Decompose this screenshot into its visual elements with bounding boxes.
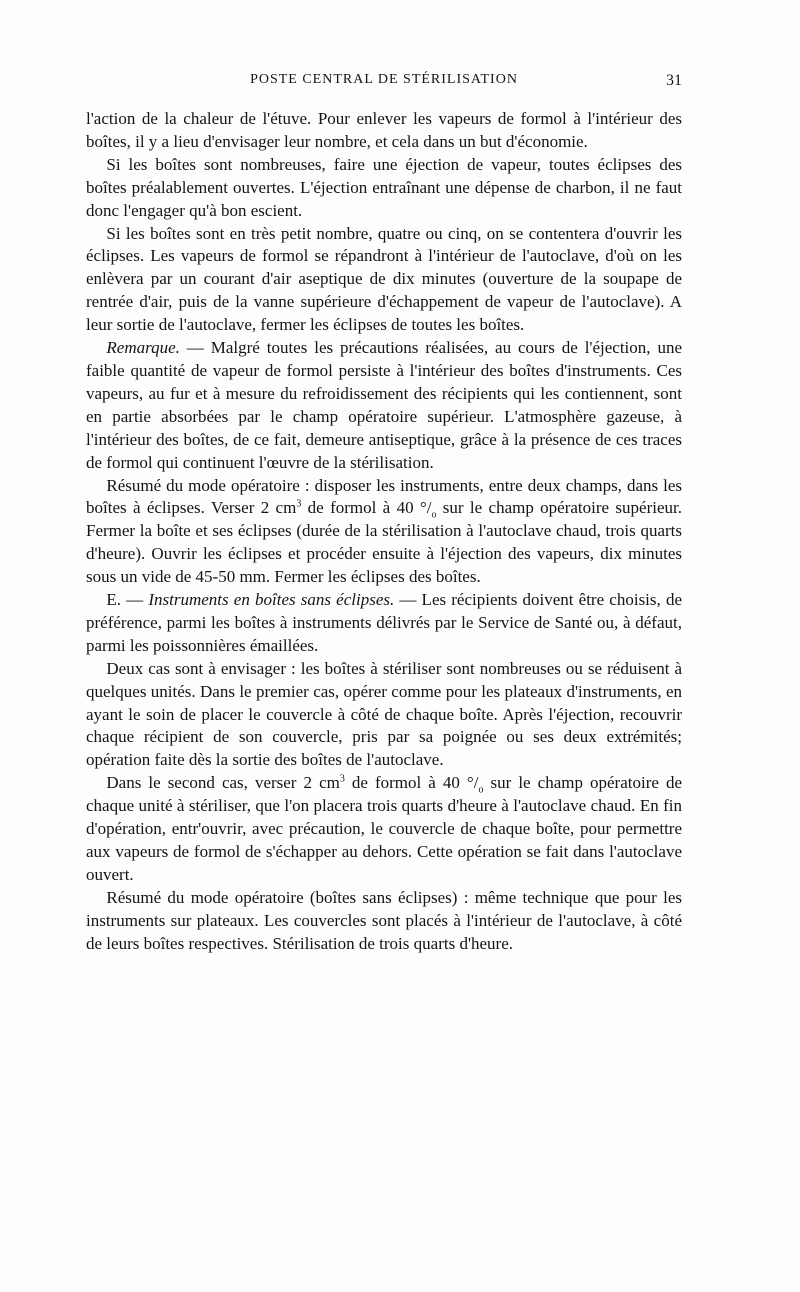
paragraph-section-e xyxy=(86,589,682,658)
running-title: POSTE CENTRAL DE STÉRILISATION xyxy=(250,72,518,87)
remarque-label: Remarque. xyxy=(106,338,180,358)
page-header xyxy=(86,72,682,94)
paragraph-second-cas xyxy=(86,772,682,887)
section-e-letter: E. — xyxy=(106,590,149,610)
second-cas-part-a: Dans le second cas, verser 2 cm xyxy=(106,773,340,793)
paragraph-2: Si les boîtes sont nombreuses, faire une éjection de vapeur, toutes éclipses des boîtes préalablement ouvertes. L'éjection entraînant une dépense de charbon, il ne faut donc l'engager qu'à bon escient. xyxy=(86,154,682,220)
paragraph-remarque xyxy=(86,337,682,474)
paragraph-resume-2: Résumé du mode opératoire (boîtes sans éclipses) : même technique que pour les instruments sur plateaux. Les couvercles sont placés à l'intérieur de l'autoclave, à côté de leurs boîtes respectives. Stérilisation de trois quarts d'heure. xyxy=(86,887,682,953)
paragraph-resume-1 xyxy=(86,475,682,590)
resume-1-part-b: de formol à 40 °/ xyxy=(301,498,432,518)
resume-1-part-a: Résumé du mode opératoire : disposer les instruments, entre deux champs, dans les boîtes à éclipses. Verser 2 cm xyxy=(86,475,682,518)
section-e-heading: Instruments en boîtes sans éclipses. xyxy=(148,590,395,610)
page-number: 31 xyxy=(666,72,682,89)
resume-1-sup: 3 xyxy=(296,498,302,510)
resume-1-part-c: sur le champ opératoire supérieur. Fermer la boîte et ses éclipses (durée de la stérilisation à l'autoclave chaud, trois quarts d'heure). Ouvrir les éclipses et procéder ensuite à l'éjection des vapeurs, dix minutes sous un vide de 45-50 mm. Fermer les éclipses des boîtes. xyxy=(86,498,682,587)
section-e-text: — Les récipients doivent être choisis, de préférence, parmi les boîtes à instruments délivrés par le Service de Santé ou, à défaut, parmi les poissonnières émaillées. xyxy=(86,590,682,655)
page-body xyxy=(86,108,682,956)
paragraph-1: l'action de la chaleur de l'étuve. Pour enlever les vapeurs de formol à l'intérieur des boîtes, il y a lieu d'envisager leur nombre, et cela dans un but d'économie. xyxy=(86,109,682,151)
resume-1-sub: o xyxy=(431,509,437,521)
second-cas-sub: o xyxy=(478,784,484,796)
remarque-text: — Malgré toutes les précautions réalisées, au cours de l'éjection, une faible quantité de vapeur de formol persiste à l'intérieur des boîtes d'instruments. Ces vapeurs, au fur et à mesure du refroidissement des récipients qui les contiennent, sont en partie absorbées par le champ opératoire supérieur. L'atmosphère gazeuse, à l'intérieur des boîtes, de ce fait, demeure antiseptique, grâce à la présence de ces traces de formol qui continuent l'œuvre de la stérilisation. xyxy=(86,338,682,472)
paragraph-deux-cas: Deux cas sont à envisager : les boîtes à stériliser sont nombreuses ou se réduisent à quelques unités. Dans le premier cas, opérer comme pour les plateaux d'instruments, en ayant le soin de placer le couvercle à côté de chaque boîte. Après l'éjection, recouvrir chaque récipient de son couvercle, pris par sa poignée ou ses deux extrémités; opération faite dès la sortie des boîtes de l'autoclave. xyxy=(86,658,682,770)
second-cas-sup: 3 xyxy=(339,773,345,785)
second-cas-part-c: sur le champ opératoire de chaque unité à stériliser, que l'on placera trois quarts d'heure à l'autoclave chaud. En fin d'opération, entr'ouvrir, avec précaution, le couvercle de chaque boîte, pour permettre aux vapeurs de formol de s'échapper au dehors. Cette opération se fait dans l'autoclave ouvert. xyxy=(86,773,683,884)
second-cas-part-b: de formol à 40 °/ xyxy=(344,773,479,793)
paragraph-3: Si les boîtes sont en très petit nombre, quatre ou cinq, on se contentera d'ouvrir les éclipses. Les vapeurs de formol se répandront à l'intérieur de l'autoclave, d'où on les enlèvera par un courant d'air aseptique de dix minutes (ouverture de la soupape de rentrée d'air, puis de la vanne supérieure d'échappement de vapeur de l'autoclave). A leur sortie de l'autoclave, fermer les éclipses de toutes les boîtes. xyxy=(86,223,682,335)
